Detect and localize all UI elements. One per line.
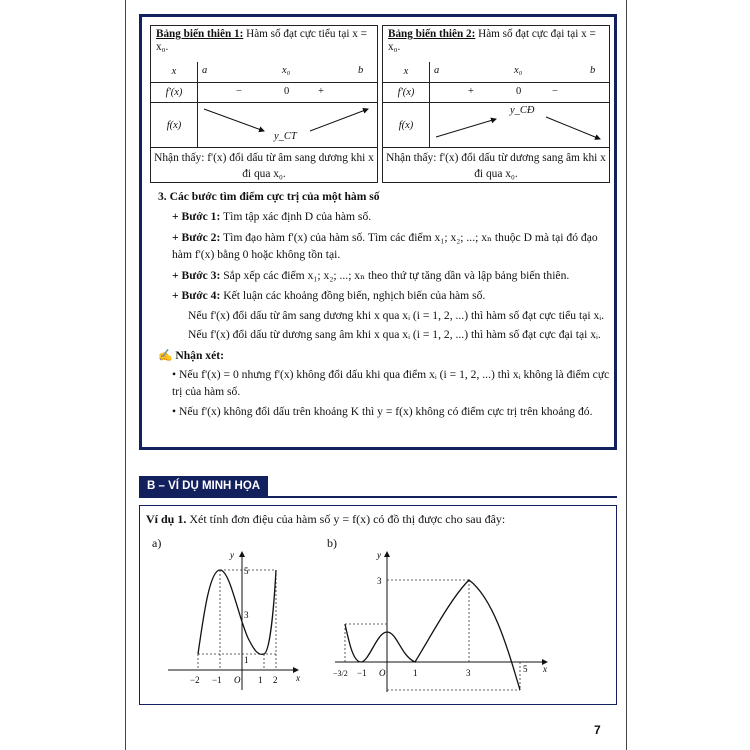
step-3	[158, 266, 618, 286]
graph-b-x-tick-3: 3	[466, 668, 471, 678]
graph-a-label: a)	[152, 536, 162, 550]
graph-a-y-tick-5: 5	[244, 566, 249, 576]
step-1-text: Tìm tập xác định D của hàm số.	[223, 210, 372, 223]
row-f-values	[430, 103, 610, 148]
cell-x0: x₀	[282, 65, 291, 76]
step-4-text: Kết luận các khoảng đồng biến, nghịch biến của hàm số.	[223, 289, 486, 302]
row-fprime-values	[430, 82, 610, 102]
row-f-label: f(x)	[383, 103, 430, 148]
graph-a-x-tick-m2: −2	[190, 675, 200, 685]
graph-b-label: b)	[327, 536, 337, 550]
example-number: Ví dụ 1.	[146, 512, 187, 526]
extreme-value-label: y_CĐ	[510, 105, 535, 117]
step-3-text: Sắp xếp các điểm x₁; x₂; ...; xₙ theo thứ tự tăng dần và lập bảng biến thiên.	[223, 269, 570, 282]
cell-a: a	[202, 65, 208, 76]
graph-b	[325, 546, 555, 696]
step-1-label: + Bước 1:	[172, 210, 221, 223]
row-fprime-label: f'(x)	[383, 82, 430, 102]
graph-a-x-label: x	[296, 673, 300, 683]
sign-left: +	[468, 85, 474, 97]
step-2-label: + Bước 2:	[172, 231, 221, 244]
graph-a-x-tick-1: 1	[258, 675, 263, 685]
graph-a-x-tick-2: 2	[273, 675, 278, 685]
step-4-if-max: Nếu f'(x) đổi dấu từ dương sang âm khi x qua xᵢ (i = 1, 2, ...) thì hàm số đạt cực đại tại xᵢ.	[188, 328, 601, 341]
example-text: Xét tính đơn điệu của hàm số y = f(x) có đồ thị được cho sau đây:	[189, 512, 506, 526]
variation-table-2-title: Bảng biến thiên 2:	[388, 28, 476, 40]
sign-zero: 0	[516, 85, 522, 97]
graph-b-y-label: y	[377, 550, 381, 560]
row-fprime-label: f'(x)	[151, 82, 198, 102]
variation-table-2-desc: Hàm số đạt cực đại tại x = x₀.	[388, 28, 596, 53]
step-3-label: + Bước 3:	[172, 269, 221, 282]
variation-table-2-heading	[388, 28, 606, 54]
section-bar	[139, 476, 617, 498]
example-box	[139, 505, 617, 705]
cell-b: b	[358, 65, 364, 76]
sign-right: +	[318, 85, 324, 97]
variation-table-2-note: Nhận thấy: f'(x) đổi dấu từ dương sang âm khi x đi qua x₀.	[386, 152, 606, 180]
variation-table-1-desc: Hàm số đạt cực tiểu tại x = x₀.	[156, 28, 367, 53]
theory-frame	[139, 14, 617, 450]
steps-section	[158, 187, 618, 420]
graph-b-x-tick-5: 5	[523, 664, 528, 674]
page-number: 7	[594, 723, 601, 737]
step-4-label: + Bước 4:	[172, 289, 221, 302]
row-fprime-values	[198, 82, 378, 102]
graph-b-x-label: x	[543, 664, 547, 674]
graph-a	[168, 546, 308, 694]
graph-b-curve	[345, 580, 520, 690]
variation-table-1-title: Bảng biến thiên 1:	[156, 28, 244, 40]
graph-b-x-tick-1: 1	[413, 668, 418, 678]
step-2	[158, 229, 618, 263]
variation-table-2	[382, 25, 610, 183]
variation-table-1-grid	[151, 62, 377, 148]
graph-a-origin: O	[234, 675, 241, 685]
row-f-label: f(x)	[151, 103, 198, 148]
graph-b-origin: O	[379, 668, 386, 678]
steps-heading: 3. Các bước tìm điểm cực trị của một hàm số	[158, 190, 380, 203]
section-title: B – VÍ DỤ MINH HỌA	[139, 476, 268, 496]
row-x-values	[430, 62, 610, 82]
step-2-text: Tìm đạo hàm f'(x) của hàm số. Tìm các điểm x₁; x₂; ...; xₙ thuộc D mà tại đó đạo hàm f'(x) bằng 0 hoặc không tồn tại.	[172, 231, 598, 261]
graph-a-y-tick-3: 3	[244, 610, 249, 620]
graph-a-y-label: y	[230, 550, 234, 560]
variation-table-2-grid	[383, 62, 609, 148]
step-4-if-min: Nếu f'(x) đổi dấu từ âm sang dương khi x qua xᵢ (i = 1, 2, ...) thì hàm số đạt cực tiểu tại xᵢ.	[188, 309, 605, 322]
extreme-value-label: y_CT	[274, 131, 297, 143]
graph-a-y-tick-1: 1	[244, 655, 249, 665]
example-title	[146, 512, 505, 527]
graph-a-guides	[198, 570, 276, 670]
graph-a-curve	[198, 570, 276, 654]
cell-a: a	[434, 65, 440, 76]
row-f-values	[198, 103, 378, 148]
graph-b-y-tick-3: 3	[377, 576, 382, 586]
variation-table-1-note: Nhận thấy: f'(x) đổi dấu từ âm sang dương khi x đi qua x₀.	[154, 152, 374, 180]
sign-left: −	[236, 85, 242, 97]
remark-2: • Nếu f'(x) không đổi dấu trên khoảng K thì y = f(x) không có điểm cực trị trên khoảng đó.	[172, 405, 593, 418]
row-x-values	[198, 62, 378, 82]
graph-b-x-tick-m3-2: −3/2	[333, 669, 348, 678]
graph-a-x-tick-m1: −1	[212, 675, 222, 685]
sign-zero: 0	[284, 85, 290, 97]
sign-right: −	[552, 85, 558, 97]
row-x-label: x	[151, 62, 198, 82]
document-page	[126, 0, 626, 750]
variation-table-1-heading	[156, 28, 374, 54]
remark-1: • Nếu f'(x) = 0 nhưng f'(x) không đổi dấu khi qua điểm xᵢ (i = 1, 2, ...) thì xᵢ không là điểm cực trị của hàm số.	[172, 368, 610, 398]
graph-b-x-tick-m1: −1	[357, 668, 367, 678]
step-1	[158, 207, 618, 227]
cell-x0: x₀	[514, 65, 523, 76]
step-4	[158, 286, 618, 306]
cell-b: b	[590, 65, 596, 76]
variation-table-1	[150, 25, 378, 183]
page-right-edge	[626, 0, 627, 750]
remark-heading: ✍ Nhận xét:	[158, 349, 224, 362]
graph-b-guides	[345, 580, 520, 690]
row-x-label: x	[383, 62, 430, 82]
